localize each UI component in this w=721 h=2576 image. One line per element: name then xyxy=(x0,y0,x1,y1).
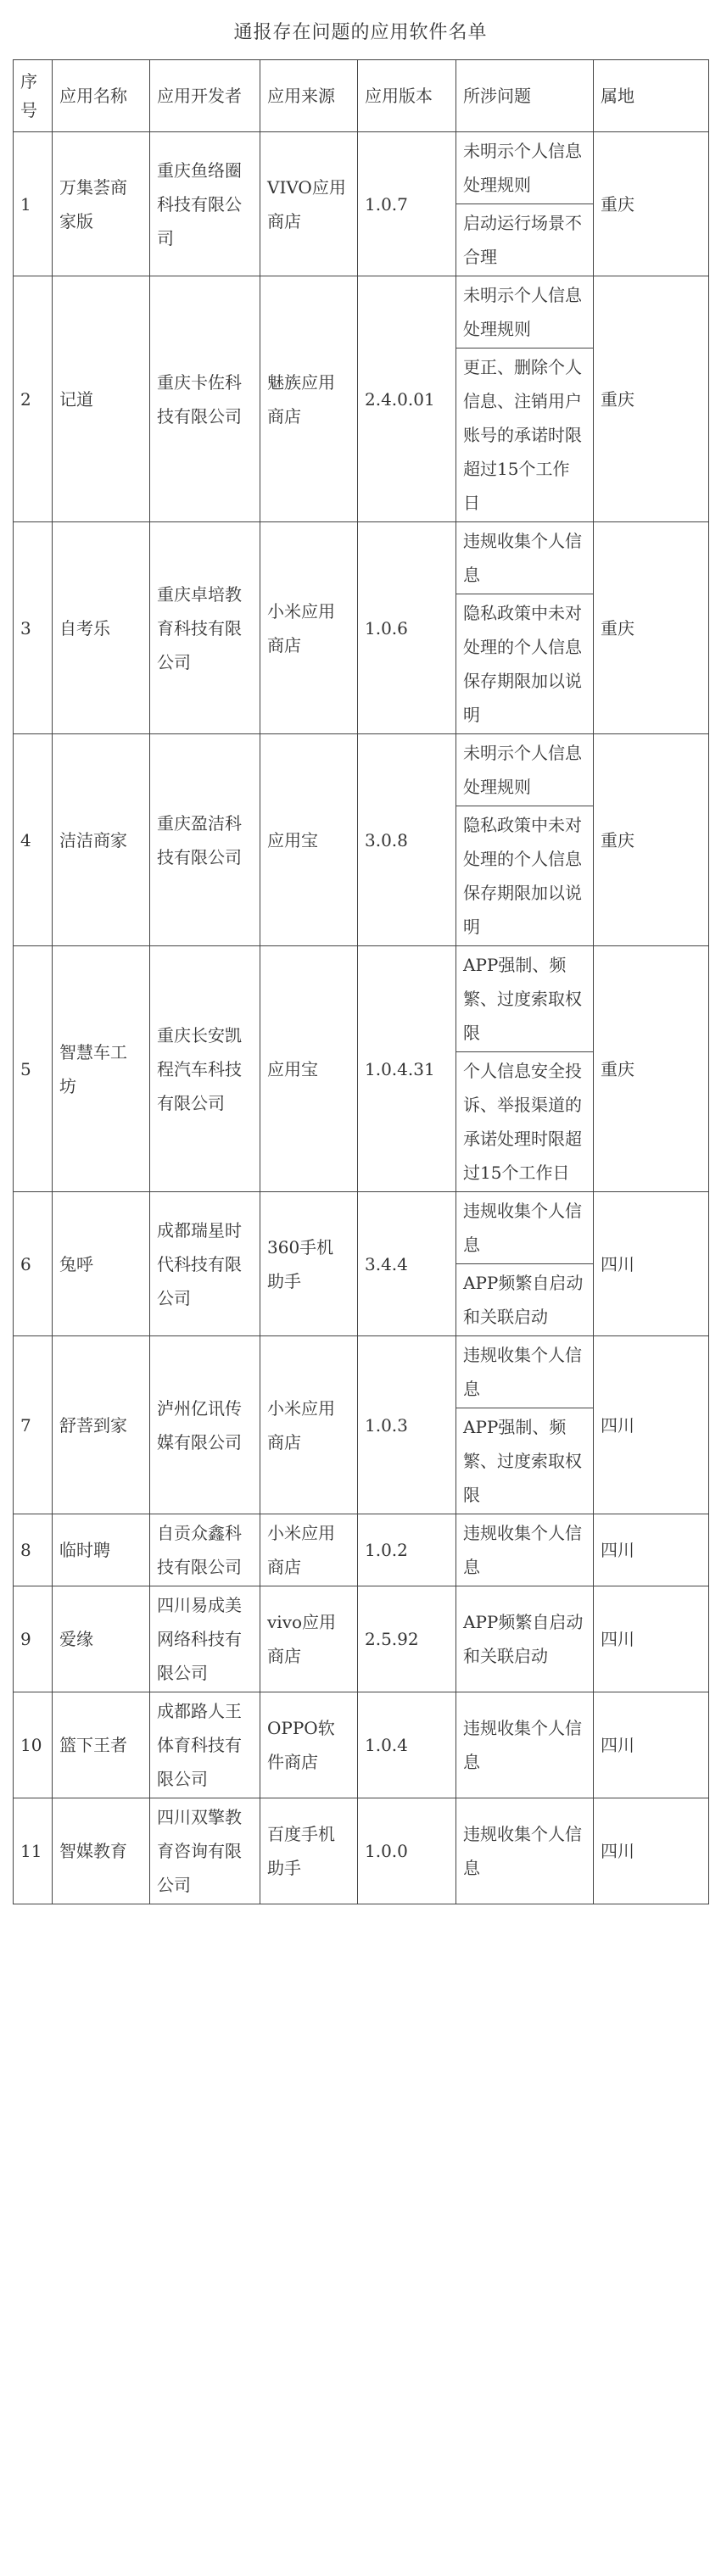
cell-name: 爱缘 xyxy=(53,1586,150,1692)
cell-name: 智媒教育 xyxy=(53,1798,150,1904)
cell-developer: 四川双擎教育咨询有限公司 xyxy=(150,1798,260,1904)
header-cell-name: 应用名称 xyxy=(53,60,150,132)
cell-source: 小米应用商店 xyxy=(260,1336,358,1514)
cell-source: VIVO应用商店 xyxy=(260,132,358,276)
cell-source: 360手机助手 xyxy=(260,1192,358,1336)
cell-issue: APP强制、频繁、过度索取权限 xyxy=(456,1408,594,1514)
header-cell-region: 属地 xyxy=(594,60,709,132)
cell-region: 四川 xyxy=(594,1798,709,1904)
cell-source: 小米应用商店 xyxy=(260,1514,358,1586)
cell-no: 4 xyxy=(14,734,53,946)
cell-name: 万集荟商家版 xyxy=(53,132,150,276)
cell-name: 兔呼 xyxy=(53,1192,150,1336)
cell-developer: 四川易成美网络科技有限公司 xyxy=(150,1586,260,1692)
cell-source: OPPO软件商店 xyxy=(260,1692,358,1798)
header-cell-issues: 所涉问题 xyxy=(456,60,594,132)
cell-version: 2.4.0.01 xyxy=(358,276,456,522)
cell-source: 小米应用商店 xyxy=(260,522,358,734)
cell-issue: APP强制、频繁、过度索取权限 xyxy=(456,946,594,1052)
table-body xyxy=(14,132,709,1904)
table-row xyxy=(14,734,709,806)
cell-no: 2 xyxy=(14,276,53,522)
app-list-table xyxy=(13,59,709,1904)
cell-version: 1.0.2 xyxy=(358,1514,456,1586)
cell-issue: 隐私政策中未对处理的个人信息保存期限加以说明 xyxy=(456,806,594,946)
table-row xyxy=(14,1514,709,1586)
cell-developer: 重庆长安凯程汽车科技有限公司 xyxy=(150,946,260,1192)
cell-source: 百度手机助手 xyxy=(260,1798,358,1904)
cell-region: 重庆 xyxy=(594,946,709,1192)
cell-issue: 违规收集个人信息 xyxy=(456,1336,594,1408)
cell-issue: 未明示个人信息处理规则 xyxy=(456,734,594,806)
cell-issue: 更正、删除个人信息、注销用户账号的承诺时限超过15个工作日 xyxy=(456,348,594,522)
cell-region: 重庆 xyxy=(594,522,709,734)
table-row xyxy=(14,1192,709,1264)
cell-issue: 违规收集个人信息 xyxy=(456,522,594,594)
cell-developer: 成都路人王体育科技有限公司 xyxy=(150,1692,260,1798)
cell-no: 9 xyxy=(14,1586,53,1692)
header-cell-developer: 应用开发者 xyxy=(150,60,260,132)
cell-source: 应用宝 xyxy=(260,946,358,1192)
cell-name: 洁洁商家 xyxy=(53,734,150,946)
cell-issue: APP频繁自启动和关联启动 xyxy=(456,1586,594,1692)
cell-no: 11 xyxy=(14,1798,53,1904)
cell-developer: 自贡众鑫科技有限公司 xyxy=(150,1514,260,1586)
table-row xyxy=(14,1798,709,1904)
cell-name: 临时聘 xyxy=(53,1514,150,1586)
cell-developer: 重庆盈洁科技有限公司 xyxy=(150,734,260,946)
cell-no: 3 xyxy=(14,522,53,734)
cell-source: vivo应用商店 xyxy=(260,1586,358,1692)
cell-name: 篮下王者 xyxy=(53,1692,150,1798)
cell-source: 应用宝 xyxy=(260,734,358,946)
cell-name: 自考乐 xyxy=(53,522,150,734)
header-cell-no: 序号 xyxy=(14,60,53,132)
cell-version: 1.0.3 xyxy=(358,1336,456,1514)
cell-source: 魅族应用商店 xyxy=(260,276,358,522)
cell-issue: 未明示个人信息处理规则 xyxy=(456,276,594,348)
table-row xyxy=(14,1336,709,1408)
cell-issue: 未明示个人信息处理规则 xyxy=(456,132,594,204)
cell-version: 3.0.8 xyxy=(358,734,456,946)
table-row xyxy=(14,276,709,348)
cell-developer: 成都瑞星时代科技有限公司 xyxy=(150,1192,260,1336)
page-title: 通报存在问题的应用软件名单 xyxy=(233,22,488,43)
cell-no: 7 xyxy=(14,1336,53,1514)
table-row xyxy=(14,1692,709,1798)
header-cell-source: 应用来源 xyxy=(260,60,358,132)
table-row xyxy=(14,522,709,594)
cell-region: 重庆 xyxy=(594,734,709,946)
cell-region: 四川 xyxy=(594,1692,709,1798)
cell-version: 1.0.0 xyxy=(358,1798,456,1904)
cell-no: 6 xyxy=(14,1192,53,1336)
cell-name: 智慧车工坊 xyxy=(53,946,150,1192)
cell-developer: 重庆卡佐科技有限公司 xyxy=(150,276,260,522)
cell-version: 3.4.4 xyxy=(358,1192,456,1336)
cell-region: 四川 xyxy=(594,1336,709,1514)
cell-version: 1.0.6 xyxy=(358,522,456,734)
cell-developer: 重庆鱼络圈科技有限公司 xyxy=(150,132,260,276)
cell-issue: 违规收集个人信息 xyxy=(456,1192,594,1264)
header-cell-version: 应用版本 xyxy=(358,60,456,132)
table-row xyxy=(14,132,709,204)
cell-issue: 个人信息安全投诉、举报渠道的承诺处理时限超过15个工作日 xyxy=(456,1052,594,1192)
cell-version: 2.5.92 xyxy=(358,1586,456,1692)
table-row xyxy=(14,946,709,1052)
cell-issue: 隐私政策中未对处理的个人信息保存期限加以说明 xyxy=(456,594,594,734)
cell-name: 舒菩到家 xyxy=(53,1336,150,1514)
cell-region: 四川 xyxy=(594,1586,709,1692)
cell-version: 1.0.4.31 xyxy=(358,946,456,1192)
table-header-row xyxy=(14,60,709,132)
cell-no: 5 xyxy=(14,946,53,1192)
cell-version: 1.0.4 xyxy=(358,1692,456,1798)
cell-region: 四川 xyxy=(594,1192,709,1336)
cell-no: 10 xyxy=(14,1692,53,1798)
cell-issue: 违规收集个人信息 xyxy=(456,1798,594,1904)
cell-issue: 违规收集个人信息 xyxy=(456,1514,594,1586)
cell-region: 四川 xyxy=(594,1514,709,1586)
cell-developer: 泸州亿讯传媒有限公司 xyxy=(150,1336,260,1514)
cell-issue: APP频繁自启动和关联启动 xyxy=(456,1264,594,1336)
cell-version: 1.0.7 xyxy=(358,132,456,276)
cell-developer: 重庆卓培教育科技有限公司 xyxy=(150,522,260,734)
cell-no: 1 xyxy=(14,132,53,276)
cell-name: 记道 xyxy=(53,276,150,522)
cell-issue: 启动运行场景不合理 xyxy=(456,204,594,276)
cell-region: 重庆 xyxy=(594,132,709,276)
table-row xyxy=(14,1586,709,1692)
cell-region: 重庆 xyxy=(594,276,709,522)
cell-issue: 违规收集个人信息 xyxy=(456,1692,594,1798)
cell-no: 8 xyxy=(14,1514,53,1586)
